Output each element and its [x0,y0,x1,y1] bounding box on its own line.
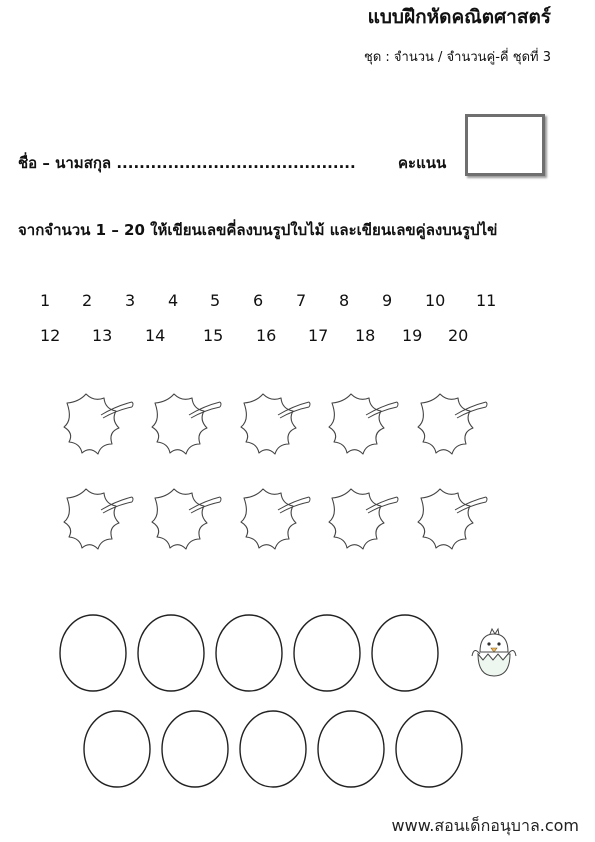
leaf-shape [64,394,133,454]
egg-shape [162,711,228,787]
instruction-text: จากจำนวน 1 – 20 ให้เขียนเลขคี่ลงบนรูปใบไม้ และเขียนเลขคู่ลงบนรูปไข่ [18,221,498,239]
egg-shape [294,615,360,691]
number-item: 18 [355,326,376,345]
egg-shape [84,711,150,787]
number-item: 16 [256,326,277,345]
student-name-line: ชื่อ – นามสกุล .......................................... [18,154,356,172]
number-item: 14 [145,326,166,345]
leaf-shape [64,489,133,549]
number-item: 15 [203,326,224,345]
number-item: 10 [425,291,446,310]
number-item: 19 [402,326,423,345]
egg-shape [60,615,126,691]
leaf-shape [329,489,398,549]
egg-shape [138,615,204,691]
number-item: 17 [308,326,329,345]
worksheet-set-label: ชุด : จำนวน / จำนวนคู่-คี่ ชุดที่ 3 [364,50,551,65]
number-item: 6 [253,291,264,310]
number-item: 7 [296,291,307,310]
number-item: 11 [476,291,497,310]
number-item: 13 [92,326,113,345]
website-footer: www.สอนเด็กอนุบาล.com [391,816,579,835]
number-item: 2 [82,291,93,310]
score-label: คะแนน [398,154,447,172]
egg-shape [372,615,438,691]
egg-shape [318,711,384,787]
worksheet-title: แบบฝึกหัดคณิตศาสตร์ [367,6,551,28]
number-item: 20 [448,326,469,345]
number-item: 9 [382,291,393,310]
number-item: 1 [40,291,51,310]
number-item: 8 [339,291,350,310]
number-item: 5 [210,291,221,310]
egg-shape [396,711,462,787]
egg-shape [216,615,282,691]
number-item: 3 [125,291,136,310]
leaf-shape [329,394,398,454]
number-item: 4 [168,291,179,310]
leaf-shape [152,394,221,454]
leaf-shape [241,489,310,549]
egg-shape [240,711,306,787]
chick-icon [472,629,516,676]
leaf-shape [418,394,487,454]
leaf-shape [152,489,221,549]
leaf-shape [418,489,487,549]
number-item: 12 [40,326,61,345]
leaf-shape [241,394,310,454]
